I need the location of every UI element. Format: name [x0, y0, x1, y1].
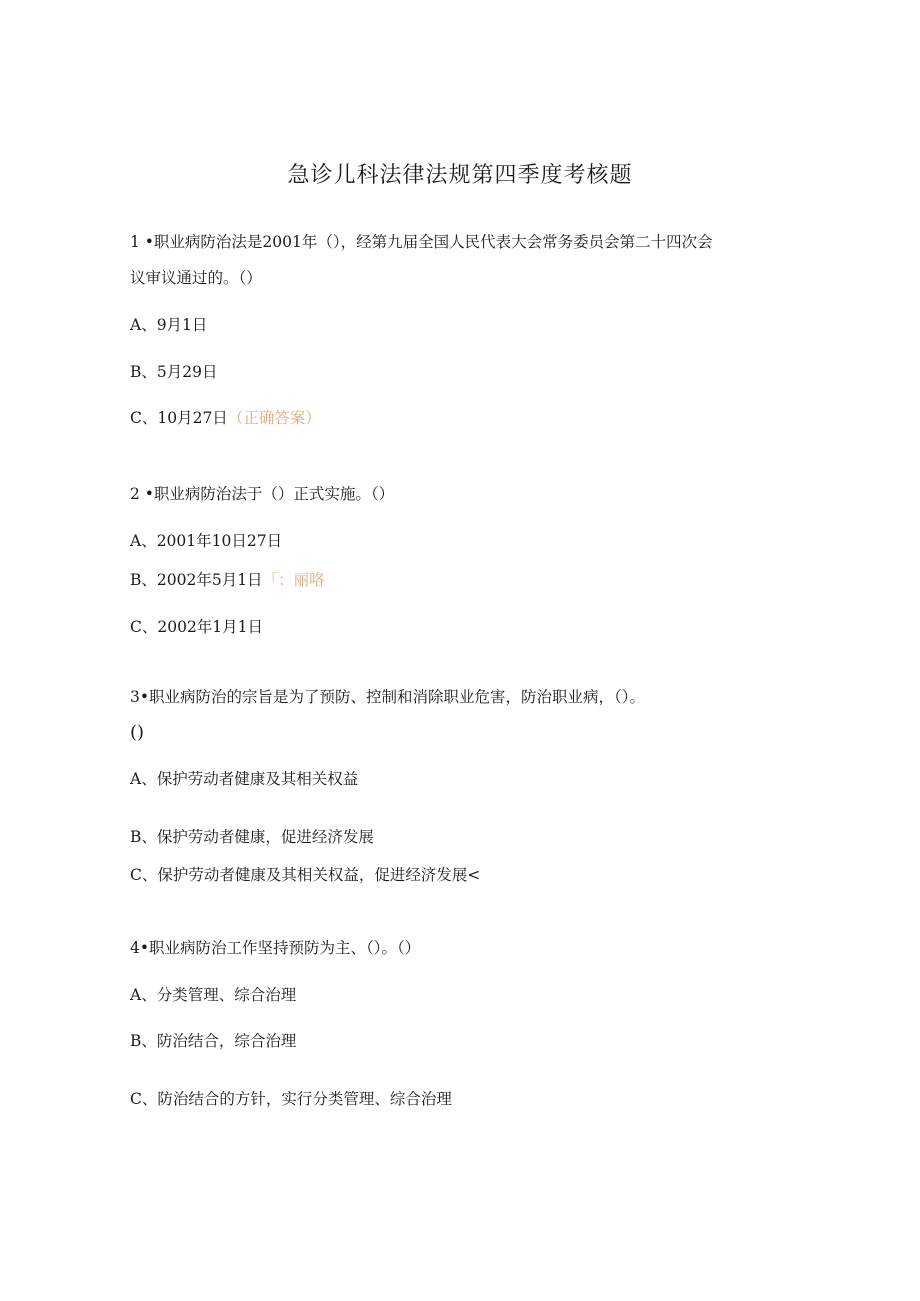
question-1-option-c [130, 408, 321, 428]
question-1-option-a: A、9月1日 [130, 316, 208, 334]
question-2-text: 2 •职业病防治法于（）正式实施。（） [130, 485, 395, 503]
question-3-text: 3•职业病防治的宗旨是为了预防、控制和消除职业危害，防治职业病，（）。 [130, 688, 646, 706]
question-2-option-c: C、2002年1月1日 [130, 618, 264, 636]
question-4-option-b: B、防治结合，综合治理 [130, 1032, 297, 1050]
question-4-option-c: C、防治结合的方针，实行分类管理、综合治理 [130, 1090, 452, 1108]
question-3-answer-placeholder: () [130, 722, 145, 743]
question-3-option-b: B、保护劳动者健康，促进经济发展 [130, 828, 374, 846]
correct-answer-mark: 「：丽咯 [262, 571, 325, 589]
question-1-text-cont: 议审议通过的。（） [130, 269, 262, 287]
question-3-option-a: A、保护劳动者健康及其相关权益 [130, 770, 359, 788]
page-title: 急诊儿科法律法规第四季度考核题 [287, 163, 633, 188]
option-b-text: B、2002年5月1日 [130, 571, 263, 589]
question-2-option-a: A、2001年10日27日 [130, 532, 283, 550]
question-4-option-a: A、分类管理、综合治理 [130, 986, 297, 1004]
question-2-option-b [130, 570, 325, 590]
question-1-option-b: B、5月29日 [130, 363, 218, 381]
option-c-text: C、10月27日 [130, 409, 228, 427]
correct-answer-mark: （正确答案） [227, 409, 321, 427]
question-3-option-c: C、保护劳动者健康及其相关权益，促进经济发展< [130, 866, 481, 884]
question-1-text: 1 •职业病防治法是2001年（），经第九届全国人民代表大会常务委员会第二十四次会 [130, 233, 713, 251]
question-4-text: 4•职业病防治工作坚持预防为主、（）。（） [130, 939, 421, 957]
